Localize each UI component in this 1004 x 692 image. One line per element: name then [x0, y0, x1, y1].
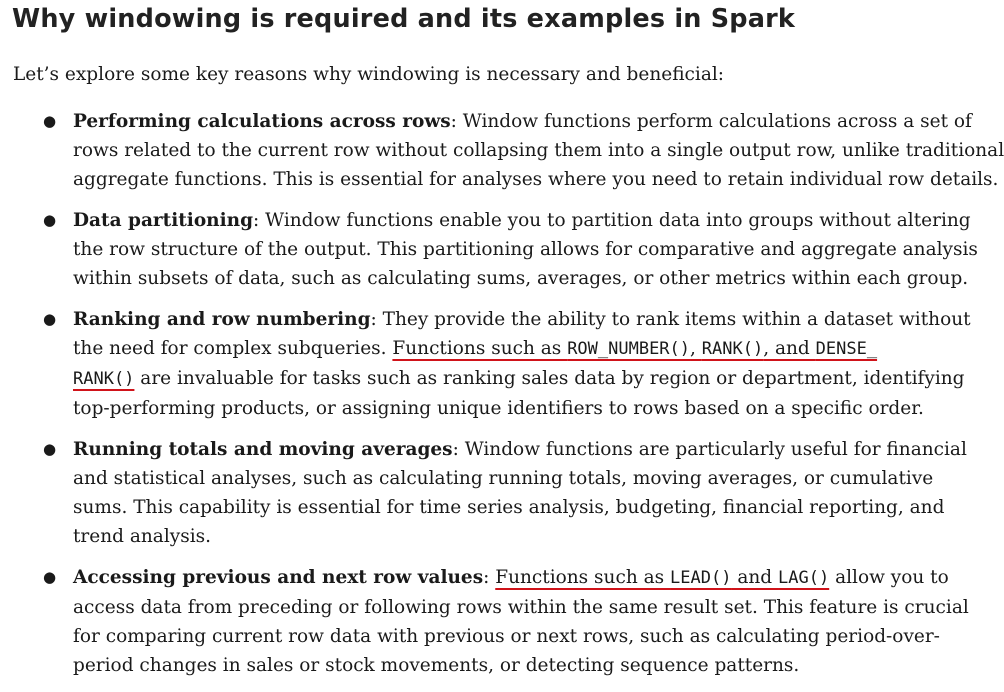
reasons-list — [0, 107, 1004, 692]
code-dense-rank-cont: RANK() — [73, 369, 135, 389]
highlighted-text: Functions such as LEAD() and LAG() — [495, 567, 830, 588]
bullet-icon: ● — [43, 440, 57, 458]
bullet-title: Ranking and row numbering — [73, 309, 371, 330]
bullet-title: Performing calculations across rows — [73, 111, 451, 132]
intro-paragraph: Let’s explore some key reasons why windowing is necessary and beneficial: — [13, 64, 725, 85]
code-rank: RANK() — [701, 339, 764, 359]
code-row-number: ROW_NUMBER() — [567, 339, 691, 359]
list-item: ● Running totals and moving averages: Window functions are particularly useful for financial and statistical analyses, such as calculating running totals, moving averages, or cumulative sums. This capability is essential for time series analysis, budgeting, financial reporting, and trend analysis. — [0, 435, 915, 551]
bullet-icon: ● — [43, 211, 57, 229]
bullet-title: Data partitioning — [73, 210, 254, 231]
list-item: ● Data partitioning: Window functions enable you to partition data into groups without altering the row structure of the output. This partitioning allows for comparative and aggregate analysis within subsets of data, such as calculating sums, averages, or other metrics within each group. — [0, 206, 915, 293]
code-dense-rank: DENSE_ — [815, 339, 878, 359]
list-item: ● Accessing previous and next row values: Functions such as LEAD() and LAG() allow you to access data from preceding or following rows within the same result set. This feature is crucial for comparing current row data with previous or next rows, such as calculating period-over- period changes in sales or stock movements, or detecting sequence patterns. — [0, 563, 915, 680]
bullet-icon: ● — [43, 112, 57, 130]
bullet-icon: ● — [43, 568, 57, 586]
list-item: ● Performing calculations across rows: Window functions perform calculations across a set of rows related to the current row without collapsing them into a single output row, unlike traditional aggregate functions. This is essential for analyses where you need to retain individual row details. — [0, 107, 915, 194]
code-lead: LEAD() — [670, 568, 732, 588]
highlighted-text: Functions such as ROW_NUMBER(), RANK(), and DENSE_ — [392, 338, 878, 359]
bullet-title: Running totals and moving averages — [73, 439, 453, 460]
list-item: ● Ranking and row numbering: They provide the ability to rank items within a dataset without the need for complex subqueries. Functions such as ROW_NUMBER(), RANK(), and DENSE_ RANK() are invaluable for tasks such as ranking sales data by region or department, identifying top-performing products, or assigning unique identifiers to rows based on a specific order. — [0, 305, 915, 423]
section-heading: Why windowing is required and its examples in Spark — [12, 4, 796, 34]
bullet-title: Accessing previous and next row values — [73, 567, 484, 588]
code-lag: LAG() — [778, 568, 830, 588]
bullet-icon: ● — [43, 310, 57, 328]
